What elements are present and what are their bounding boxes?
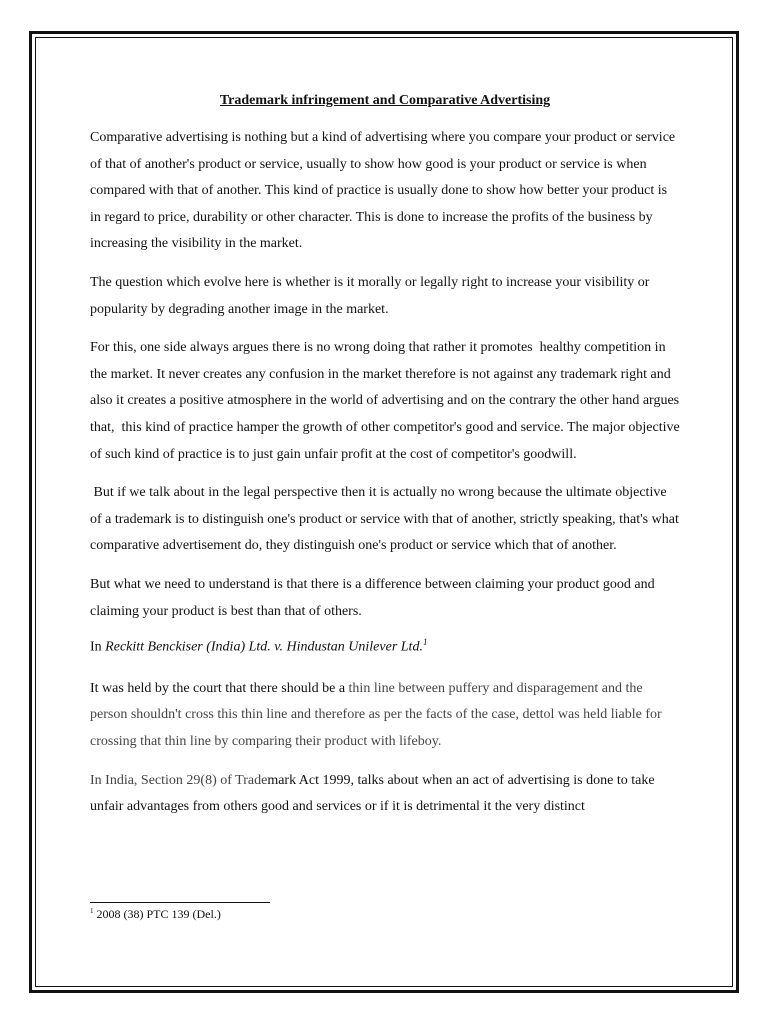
footnote-marker: 1 [422,637,428,648]
paragraph-1: Comparative advertising is nothing but a kind of advertising where you compare your product or service of that of another's product or service, usually to show how good is your product or service is when compared with that of another. This kind of practice is usually done to show how better your product is in regard to price, durability or other character. This is done to increase the profits of the business by increasing the visibility in the market. [90,130,679,252]
section-paragraph-part-2: mark Act 1999, talks about when an act of advertising is done to take unfair advantages from others good and services or if it is detrimental it the very distinct [90,772,659,815]
case-citation [90,637,680,656]
held-paragraph-part-1: It was held by the court that there should be a [90,680,349,696]
paragraph-3: For this, one side always argues there is no wrong doing that rather it promotes healthy competition in the market. It never creates any confusion in the market therefore is not against any trademark right and also it creates a positive atmosphere in the world of advertising and on the contrary the other hand argues that, this kind of practice hamper the growth of other competitor's good and service. The major objective of such kind of practice is to just gain unfair profit at the cost of competitor's goodwill. [90,340,684,462]
case-name: Reckitt Benckiser (India) Ltd. v. Hindustan Unilever Ltd. [105,639,423,655]
paragraph-5: But what we need to understand is that there is a difference between claiming your product good and claiming your product is best than that of others. [90,576,659,619]
footnote-separator [90,902,270,903]
section-paragraph [90,768,680,821]
footnote-number: 1 [90,907,94,915]
document-title: Trademark infringement and Comparative Advertising [219,93,551,108]
paragraph-4: But if we talk about in the legal perspective then it is actually no wrong because the ultimate objective of a trademark is to distinguish one's product or service with that of another, strictly speaking, that's what comparative advertisement do, they distinguish one's product or service which that of another. [90,485,683,554]
held-paragraph [90,676,680,756]
held-paragraph-part-2: thin line between puffery and disparagement and the person shouldn't cross this thin line and therefore as per the facts of the case, dettol was held liable for crossing that thin line by comparing their product with lifeboy. [90,680,666,749]
document-body [90,90,684,833]
case-prefix: In [90,639,106,655]
footnote-text: 2008 (38) PTC 139 (Del.) [93,907,221,921]
paragraph-2: The question which evolve here is whether is it morally or legally right to increase your visibility or popularity by degrading another image in the market. [90,274,653,317]
section-paragraph-part-1: In India, Section 29(8) of Trade [90,772,268,788]
footnote [90,907,221,922]
